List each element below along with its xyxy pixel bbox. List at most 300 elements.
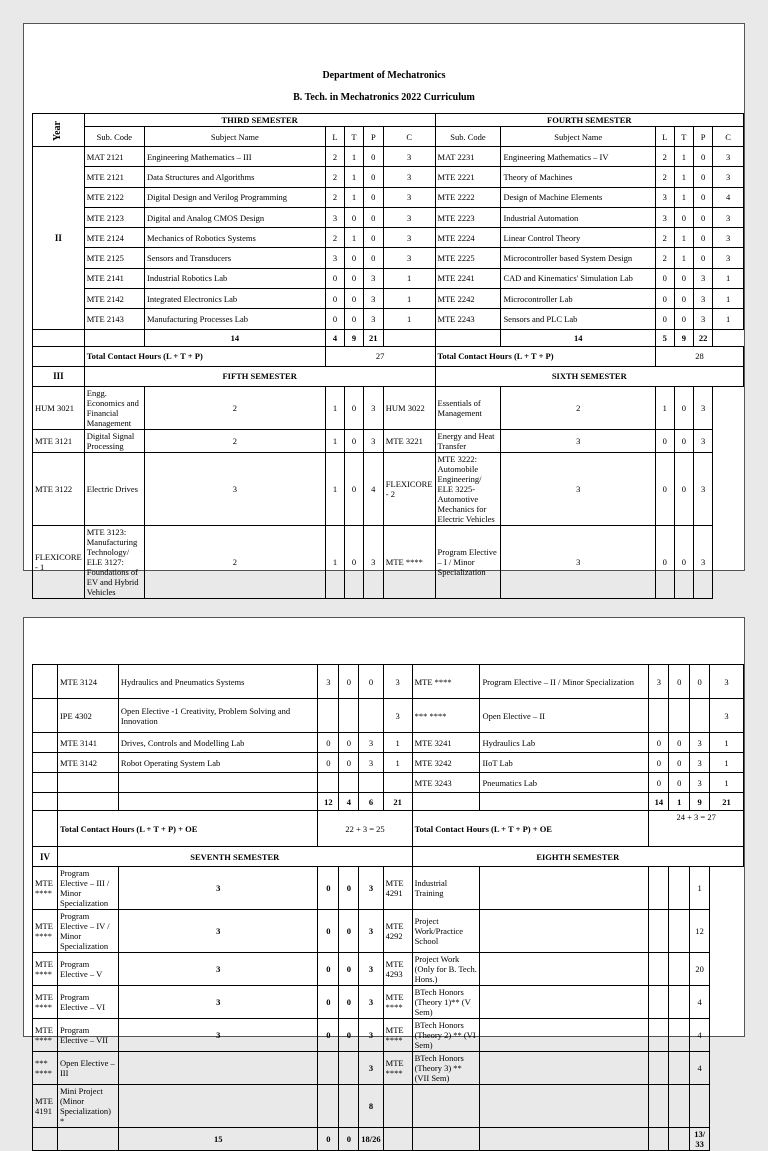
course-subject-name: Microcontroller Lab — [501, 289, 656, 309]
course-c: 8 — [359, 1085, 383, 1128]
course-c: 3 — [694, 452, 713, 525]
totals-blank — [480, 793, 649, 811]
course-p: 0 — [694, 147, 713, 167]
course-l: 3 — [144, 452, 325, 525]
course-subject-name: Program Elective – III / Minor Specialization — [57, 867, 118, 910]
course-p: 3 — [694, 289, 713, 309]
course-subject-name: Program Elective – II / Minor Specialization — [480, 665, 649, 699]
course-t — [649, 867, 669, 910]
curriculum-table-year2-3 — [32, 113, 744, 599]
course-p: 0 — [674, 429, 693, 452]
totals-blank — [435, 329, 501, 346]
sem5-total-c: 21 — [383, 793, 412, 811]
document-page-1 — [23, 23, 745, 597]
course-subject-name — [118, 773, 318, 793]
course-sub-code: MTE 2124 — [84, 228, 144, 248]
course-subject-name: Industrial Training — [412, 867, 480, 910]
course-t: 0 — [339, 753, 359, 773]
course-l: 3 — [655, 207, 674, 227]
course-l: 0 — [655, 268, 674, 288]
course-sub-code: MTE 4291 — [383, 867, 412, 910]
course-c: 4 — [690, 1019, 710, 1052]
course-c — [690, 1085, 710, 1128]
course-l: 3 — [318, 665, 339, 699]
table-row — [33, 953, 744, 986]
course-subject-name: Microcontroller based System Design — [501, 248, 656, 268]
course-sub-code: MTE 3124 — [57, 665, 118, 699]
course-c: 1 — [383, 753, 412, 773]
course-subject-name: Digital and Analog CMOS Design — [144, 207, 325, 227]
course-p: 0 — [363, 228, 383, 248]
course-c: 4 — [690, 1052, 710, 1085]
course-c: 3 — [359, 867, 383, 910]
sem5-contact-value: 22 + 3 = 25 — [318, 811, 412, 847]
sem5-total-t: 4 — [339, 793, 359, 811]
course-p — [669, 1085, 690, 1128]
course-c: 3 — [713, 228, 744, 248]
course-subject-name: Electric Drives — [84, 452, 144, 525]
table-row — [33, 268, 744, 288]
course-sub-code: MTE 3243 — [412, 773, 480, 793]
course-l: 0 — [325, 289, 344, 309]
course-c: 3 — [359, 1052, 383, 1085]
course-p: 0 — [363, 147, 383, 167]
course-t: 1 — [325, 525, 344, 598]
course-c: 3 — [363, 429, 383, 452]
course-sub-code: MAT 2231 — [435, 147, 501, 167]
course-l — [118, 1052, 318, 1085]
course-c: 1 — [710, 773, 744, 793]
course-sub-code: MTE 2125 — [84, 248, 144, 268]
course-sub-code: FLEXICORE - 1 — [33, 525, 85, 598]
sem5-total-l: 12 — [318, 793, 339, 811]
course-sub-code: MTE 2143 — [84, 309, 144, 329]
course-sub-code: MTE 2142 — [84, 289, 144, 309]
course-c: 3 — [359, 910, 383, 953]
course-sub-code: MTE **** — [383, 525, 435, 598]
course-p: 0 — [345, 525, 364, 598]
year3-course-rows — [33, 386, 744, 598]
year4-course-rows — [33, 867, 744, 1128]
course-l: 3 — [118, 910, 318, 953]
course-sub-code: MTE 2141 — [84, 268, 144, 288]
course-l — [480, 867, 649, 910]
course-t: 0 — [345, 309, 364, 329]
course-p: 0 — [363, 167, 383, 187]
course-sub-code: MTE 2123 — [84, 207, 144, 227]
year-label-4: IV — [33, 847, 58, 867]
course-c: 4 — [690, 986, 710, 1019]
course-t — [339, 699, 359, 733]
course-l: 3 — [118, 986, 318, 1019]
course-p — [669, 1019, 690, 1052]
course-sub-code: MTE 3141 — [57, 733, 118, 753]
course-l: 3 — [325, 207, 344, 227]
sem5-contact-label: Total Contact Hours (L + T + P) + OE — [57, 811, 317, 847]
course-l — [318, 699, 339, 733]
course-p: 3 — [359, 753, 383, 773]
course-t: 1 — [325, 452, 344, 525]
table-row — [33, 147, 744, 167]
table-row — [33, 228, 744, 248]
course-t: 0 — [345, 248, 364, 268]
course-sub-code: MTE **** — [33, 867, 58, 910]
course-c: 3 — [383, 187, 435, 207]
course-l: 3 — [325, 248, 344, 268]
col-sub-code: Sub. Code — [84, 127, 144, 147]
course-p — [359, 773, 383, 793]
table-row — [33, 167, 744, 187]
course-t: 0 — [669, 665, 690, 699]
course-t: 0 — [669, 753, 690, 773]
sem6-contact-value: 24 + 3 = 27 — [649, 811, 744, 847]
course-sub-code: MTE 2221 — [435, 167, 501, 187]
course-subject-name: Data Structures and Algorithms — [144, 167, 325, 187]
course-t: 0 — [655, 525, 674, 598]
col-p: P — [363, 127, 383, 147]
sem7-total-p: 0 — [339, 1128, 359, 1151]
course-subject-name: MTE 3123: Manufacturing Technology/ ELE 3127: Foundations of EV and Hybrid Vehicles — [84, 525, 144, 598]
course-p: 0 — [694, 228, 713, 248]
course-sub-code: *** **** — [412, 699, 480, 733]
course-sub-code: MTE **** — [383, 986, 412, 1019]
sem4-total-t: 5 — [655, 329, 674, 346]
course-sub-code — [383, 1085, 412, 1128]
course-c: 3 — [359, 1019, 383, 1052]
course-c: 3 — [713, 147, 744, 167]
course-t: 1 — [345, 228, 364, 248]
sem78-title-row — [33, 847, 744, 867]
course-sub-code: HUM 3022 — [383, 386, 435, 429]
course-subject-name: Sensors and PLC Lab — [501, 309, 656, 329]
course-t — [649, 953, 669, 986]
course-sub-code: MTE 4292 — [383, 910, 412, 953]
course-p: 3 — [363, 309, 383, 329]
table-row — [33, 525, 744, 598]
sem7-total-t: 0 — [318, 1128, 339, 1151]
sem3-total-l: 14 — [144, 329, 325, 346]
course-sub-code: MTE 3221 — [383, 429, 435, 452]
sem6-total-t: 1 — [669, 793, 690, 811]
table-row — [33, 986, 744, 1019]
course-p: 0 — [690, 665, 710, 699]
course-p: 3 — [690, 733, 710, 753]
course-l: 2 — [325, 228, 344, 248]
course-subject-name: Mechanics of Robotics Systems — [144, 228, 325, 248]
course-c: 1 — [713, 309, 744, 329]
sem56-contact-row — [33, 811, 744, 847]
year-blank — [33, 733, 58, 753]
course-t: 0 — [339, 733, 359, 753]
course-c: 1 — [383, 289, 435, 309]
course-c: 20 — [690, 953, 710, 986]
totals-blank — [33, 1128, 58, 1151]
course-t: 0 — [318, 910, 339, 953]
course-p: 3 — [690, 773, 710, 793]
course-l — [480, 953, 649, 986]
course-sub-code: *** **** — [33, 1052, 58, 1085]
program-title: B. Tech. in Mechatronics 2022 Curriculum — [293, 92, 475, 103]
course-p: 0 — [694, 167, 713, 187]
table-row — [33, 1052, 744, 1085]
year-header-label: Year — [52, 120, 64, 141]
year-label-2: II — [33, 147, 85, 330]
totals-blank — [412, 1128, 480, 1151]
course-c: 3 — [713, 207, 744, 227]
sem5-title: FIFTH SEMESTER — [84, 366, 435, 386]
course-c: 4 — [363, 452, 383, 525]
course-l: 0 — [655, 289, 674, 309]
course-l: 3 — [655, 187, 674, 207]
course-subject-name: Open Elective -1 Creativity, Problem Solving and Innovation — [118, 699, 318, 733]
course-sub-code: MTE 3142 — [57, 753, 118, 773]
sem4-total-c: 22 — [694, 329, 713, 346]
course-subject-name: Digital Design and Verilog Programming — [144, 187, 325, 207]
course-t: 0 — [674, 268, 693, 288]
sem3-total-t: 4 — [325, 329, 344, 346]
sem34-totals-row — [33, 329, 744, 346]
course-t: 1 — [655, 386, 674, 429]
course-t — [669, 699, 690, 733]
course-c: 3 — [710, 699, 744, 733]
course-c: 3 — [383, 248, 435, 268]
sem8-total-t — [649, 1128, 669, 1151]
course-t: 1 — [345, 167, 364, 187]
course-subject-name: Mini Project (Minor Specialization) * — [57, 1085, 118, 1128]
course-c — [383, 773, 412, 793]
course-sub-code: MTE **** — [33, 986, 58, 1019]
col-l: L — [655, 127, 674, 147]
course-subject-name: Industrial Automation — [501, 207, 656, 227]
course-l — [480, 910, 649, 953]
table-row — [33, 1085, 744, 1128]
course-sub-code: MTE 4293 — [383, 953, 412, 986]
course-l: 2 — [501, 386, 656, 429]
course-l: 0 — [318, 753, 339, 773]
course-t: 0 — [655, 452, 674, 525]
sem4-contact-value: 28 — [655, 346, 743, 366]
course-t: 0 — [318, 867, 339, 910]
course-l: 0 — [649, 773, 669, 793]
course-subject-name: Engineering Mathematics – III — [144, 147, 325, 167]
course-p: 3 — [359, 733, 383, 753]
course-sub-code: MTE **** — [383, 1052, 412, 1085]
department-title: Department of Mechatronics — [322, 70, 446, 81]
course-subject-name: Sensors and Transducers — [144, 248, 325, 268]
course-t: 1 — [674, 248, 693, 268]
table-row — [33, 452, 744, 525]
sem4-total-p: 9 — [674, 329, 693, 346]
course-t: 1 — [674, 228, 693, 248]
course-p: 0 — [694, 187, 713, 207]
course-p: 0 — [339, 986, 359, 1019]
course-sub-code: MTE **** — [33, 910, 58, 953]
sem56-totals-row — [33, 793, 744, 811]
course-sub-code: MTE **** — [383, 1019, 412, 1052]
course-p: 3 — [363, 289, 383, 309]
table-row — [33, 1019, 744, 1052]
course-t: 0 — [318, 986, 339, 1019]
course-sub-code: MTE 2121 — [84, 167, 144, 187]
totals-blank — [118, 793, 318, 811]
course-c: 3 — [694, 525, 713, 598]
course-sub-code: MTE 2224 — [435, 228, 501, 248]
course-t: 1 — [345, 147, 364, 167]
sem3-total-c: 21 — [363, 329, 383, 346]
course-p: 0 — [363, 248, 383, 268]
course-subject-name: Program Elective – IV / Minor Specialization — [57, 910, 118, 953]
course-p: 0 — [359, 665, 383, 699]
course-t — [649, 986, 669, 1019]
course-l: 2 — [655, 248, 674, 268]
sem5-total-p: 6 — [359, 793, 383, 811]
course-c: 3 — [383, 167, 435, 187]
course-sub-code — [57, 773, 118, 793]
course-l: 3 — [118, 953, 318, 986]
course-p: 3 — [694, 268, 713, 288]
totals-blank — [383, 329, 435, 346]
course-subject-name: Energy and Heat Transfer — [435, 429, 501, 452]
course-subject-name: Open Elective – III — [57, 1052, 118, 1085]
course-p: 0 — [345, 386, 364, 429]
course-sub-code: MTE 2122 — [84, 187, 144, 207]
year-blank — [33, 773, 58, 793]
col-sub-code: Sub. Code — [435, 127, 501, 147]
course-c: 3 — [383, 699, 412, 733]
course-subject-name: MTE 3222: Automobile Engineering/ ELE 3225- Automotive Mechanics for Electric Vehicles — [435, 452, 501, 525]
col-subject-name: Subject Name — [501, 127, 656, 147]
course-sub-code: FLEXICORE - 2 — [383, 452, 435, 525]
course-p: 0 — [339, 953, 359, 986]
course-sub-code: MTE 4191 — [33, 1085, 58, 1128]
course-c: 3 — [359, 986, 383, 1019]
course-l: 2 — [144, 386, 325, 429]
course-sub-code: MTE 2222 — [435, 187, 501, 207]
sem6-title: SIXTH SEMESTER — [435, 366, 743, 386]
sem3-total-p: 9 — [345, 329, 364, 346]
course-p — [669, 953, 690, 986]
course-subject-name: Program Elective – VI — [57, 986, 118, 1019]
course-l: 2 — [655, 167, 674, 187]
year-blank — [33, 793, 58, 811]
course-sub-code: MTE 3242 — [412, 753, 480, 773]
course-t: 0 — [674, 289, 693, 309]
course-l — [118, 1085, 318, 1128]
course-subject-name: Engineering Mathematics – IV — [501, 147, 656, 167]
course-sub-code: HUM 3021 — [33, 386, 85, 429]
sem7-total-c: 18/26 — [359, 1128, 383, 1151]
course-sub-code: MTE 2225 — [435, 248, 501, 268]
course-c: 1 — [713, 289, 744, 309]
course-p — [669, 867, 690, 910]
table-row — [33, 207, 744, 227]
course-p: 0 — [345, 452, 364, 525]
course-l: 2 — [144, 525, 325, 598]
course-t: 0 — [318, 953, 339, 986]
year-label-3: III — [33, 366, 85, 386]
course-l: 3 — [649, 665, 669, 699]
course-subject-name: Hydraulics Lab — [480, 733, 649, 753]
course-p — [690, 699, 710, 733]
year-blank — [33, 753, 58, 773]
table-row — [33, 665, 744, 699]
course-l: 3 — [501, 452, 656, 525]
totals-blank — [57, 1128, 118, 1151]
course-c: 3 — [383, 665, 412, 699]
sem7-total-l: 15 — [118, 1128, 318, 1151]
course-p — [339, 1085, 359, 1128]
course-p — [669, 986, 690, 1019]
col-c: C — [383, 127, 435, 147]
course-sub-code: MTE 2243 — [435, 309, 501, 329]
course-l: 3 — [118, 867, 318, 910]
course-l: 3 — [118, 1019, 318, 1052]
course-c: 3 — [363, 525, 383, 598]
sem6-total-l: 14 — [649, 793, 669, 811]
table-row — [33, 309, 744, 329]
course-sub-code: MTE 2241 — [435, 268, 501, 288]
course-sub-code: MTE 3122 — [33, 452, 85, 525]
course-subject-name: BTech Honors (Theory 1)** (V Sem) — [412, 986, 480, 1019]
course-p: 0 — [363, 207, 383, 227]
course-p: 0 — [674, 452, 693, 525]
course-l: 2 — [325, 187, 344, 207]
course-c: 12 — [690, 910, 710, 953]
course-l: 0 — [325, 268, 344, 288]
course-t: 1 — [345, 187, 364, 207]
sem56-title-row — [33, 366, 744, 386]
year2-course-rows — [33, 147, 744, 330]
course-subject-name: Program Elective – V — [57, 953, 118, 986]
column-header-row — [33, 127, 744, 147]
sem8-title: EIGHTH SEMESTER — [412, 847, 743, 867]
sem6-contact-label: Total Contact Hours (L + T + P) + OE — [412, 811, 649, 847]
course-p: 0 — [339, 867, 359, 910]
course-t — [649, 1019, 669, 1052]
year-header — [33, 114, 85, 147]
course-subject-name: Manufacturing Processes Lab — [144, 309, 325, 329]
course-subject-name: Industrial Robotics Lab — [144, 268, 325, 288]
course-p: 0 — [674, 386, 693, 429]
sem7-title: SEVENTH SEMESTER — [57, 847, 412, 867]
totals-blank — [84, 329, 144, 346]
col-t: T — [674, 127, 693, 147]
course-l: 0 — [325, 309, 344, 329]
course-sub-code: MAT 2121 — [84, 147, 144, 167]
table-row — [33, 753, 744, 773]
course-p — [669, 1052, 690, 1085]
table-row — [33, 429, 744, 452]
course-l: 2 — [144, 429, 325, 452]
course-subject-name: Pneumatics Lab — [480, 773, 649, 793]
sem8-total-c: 13/ 33 — [690, 1128, 710, 1151]
course-l: 2 — [325, 167, 344, 187]
course-c: 3 — [713, 248, 744, 268]
course-c: 3 — [710, 665, 744, 699]
course-l — [480, 986, 649, 1019]
course-l: 0 — [655, 309, 674, 329]
course-l: 2 — [655, 147, 674, 167]
course-subject-name: Integrated Electronics Lab — [144, 289, 325, 309]
course-l: 3 — [501, 525, 656, 598]
course-t: 1 — [325, 386, 344, 429]
course-subject-name: Program Elective – I / Minor Specialization — [435, 525, 501, 598]
year3-continued-rows — [33, 665, 744, 793]
sem4-total-l: 14 — [501, 329, 656, 346]
course-l — [480, 1085, 649, 1128]
course-t: 0 — [669, 733, 690, 753]
course-subject-name: Project Work/Practice School — [412, 910, 480, 953]
